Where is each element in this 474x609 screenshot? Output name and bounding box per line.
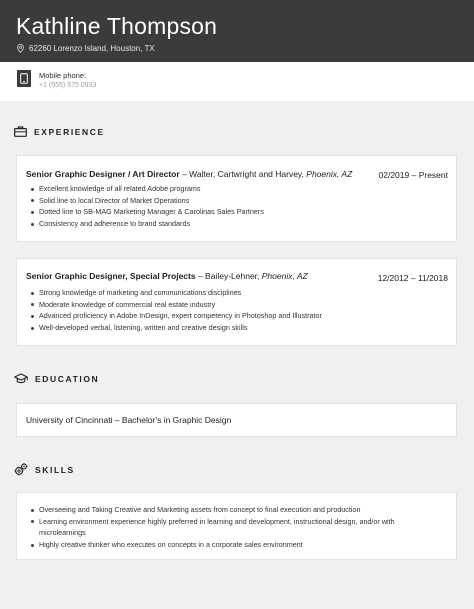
job-dates: 02/2019 – Present: [378, 170, 448, 180]
list-item: Solid line to local Director of Market Operations: [39, 195, 264, 207]
list-item: Learning environment experience highly preferred in learning and development, instructional design, and/or with: [39, 516, 395, 526]
experience-heading: [14, 126, 105, 137]
section-title: EDUCATION: [35, 373, 100, 384]
section-title: EXPERIENCE: [34, 126, 105, 137]
list-item: Overseeing and Taking Creative and Marketing assets from concept to final execution and production: [39, 504, 395, 516]
skills-heading: [14, 463, 75, 476]
phone-number[interactable]: +1 (555) 575 0933: [39, 82, 97, 89]
education-heading: [14, 373, 99, 384]
job-entry: [16, 155, 457, 242]
skills-entry: [16, 492, 457, 560]
job-entry: [16, 258, 457, 346]
list-item: Well-developed verbal, listening, written and creative design skills: [39, 322, 322, 334]
job-dates: 12/2012 – 11/2018: [377, 273, 448, 283]
job-bullets: [39, 183, 264, 230]
list-item: Dotted line to SB-MAG Marketing Manager & Carolinas Sales Partners: [39, 207, 264, 217]
job-role: Senior Graphic Designer / Art Director: [26, 169, 180, 179]
list-item: Advanced proficiency in Adobe InDesign, expert competency in Photoshop and Illustrator: [39, 311, 322, 321]
job-title-line: [26, 169, 352, 179]
job-role: Senior Graphic Designer, Special Projects: [26, 271, 196, 281]
education-entry: [16, 403, 457, 437]
separator: –: [112, 415, 122, 425]
candidate-name: Kathline Thompson: [16, 13, 218, 39]
graduation-cap-icon: [14, 373, 28, 384]
separator: –: [195, 271, 206, 281]
list-item: Strong knowledge of marketing and communications disciplines: [39, 287, 322, 299]
location-text: 62260 Lorenzo Island, Houston, TX: [29, 44, 155, 53]
resume-header: [0, 0, 474, 62]
school-name: University of Cincinnati: [26, 415, 113, 425]
job-location: Phoenix, AZ: [306, 169, 353, 179]
separator: –: [179, 169, 190, 179]
list-item: Highly creative thinker who executes on concepts in a corporate sales environment: [39, 539, 395, 551]
company-name: Bailey-Lehner,: [205, 271, 262, 281]
list-item: Moderate knowledge of commercial real estate industry: [39, 299, 322, 311]
phone-label: Mobile phone:: [39, 71, 87, 80]
list-item: Excellent knowledge of all related Adobe programs: [39, 183, 264, 195]
list-item-continuation: microlearnings: [39, 528, 86, 538]
section-title: SKILLS: [35, 464, 75, 475]
mobile-phone-icon: [17, 70, 31, 87]
job-title-line: [26, 271, 308, 281]
job-location: Phoenix, AZ: [261, 271, 308, 281]
list-item: Consistency and adherence to brand standards: [39, 218, 264, 230]
degree: Bachelor's in Graphic Design: [121, 415, 232, 425]
briefcase-icon: [14, 126, 27, 137]
location-line: [17, 44, 155, 53]
job-bullets: [39, 287, 322, 334]
education-line: [26, 415, 231, 425]
company-name: Walter, Cartwright and Harvey,: [189, 169, 307, 179]
gears-icon: [14, 463, 28, 476]
skills-bullets: [39, 504, 395, 551]
location-pin-icon: [17, 44, 24, 53]
